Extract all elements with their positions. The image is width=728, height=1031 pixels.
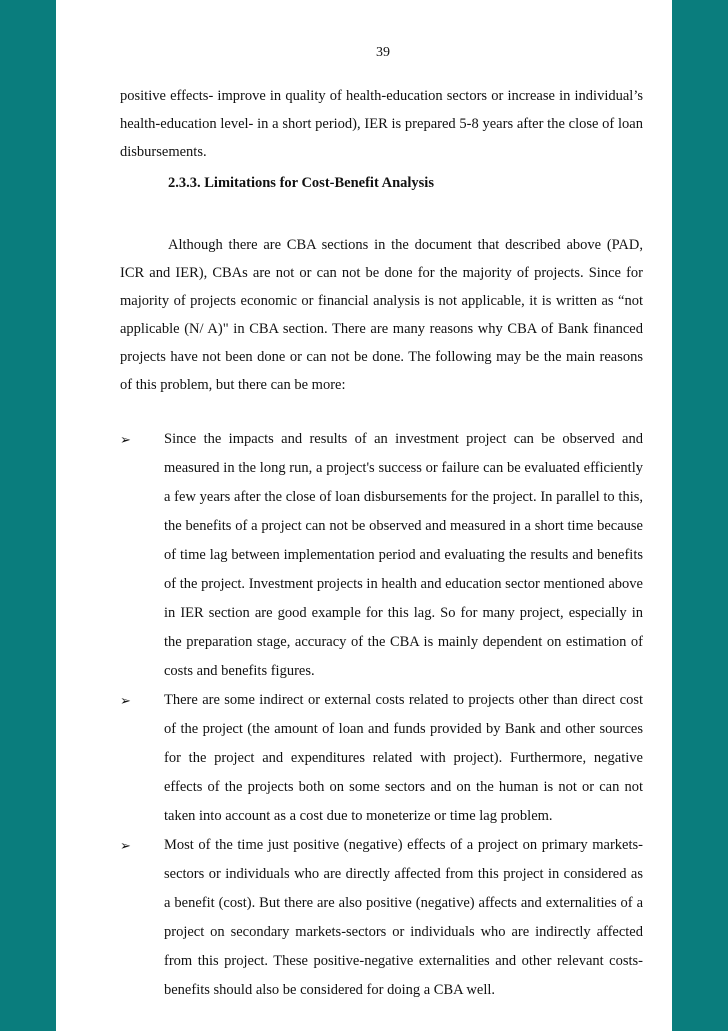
arrow-bullet-icon: ➢ bbox=[120, 693, 131, 708]
arrow-bullet-icon: ➢ bbox=[120, 432, 131, 447]
paragraph-continuation: positive effects- improve in quality of health-education sectors or increase in individual’s health-education level- in a short period), IER is prepared 5-8 years after the close of loan disbursements. bbox=[120, 88, 643, 160]
left-decorative-band bbox=[0, 0, 56, 1031]
bullet-item bbox=[120, 831, 643, 1005]
bullet-item bbox=[120, 425, 643, 686]
bullet-item bbox=[120, 686, 643, 831]
bullet-list bbox=[120, 425, 643, 1005]
bullet-text: Most of the time just positive (negative) effects of a project on primary markets-sectors or individuals who are directly affected from this project in considered as a benefit (cost). But there are also positive (negative) affects and externalities of a project on secondary markets-sectors or individuals who are indirectly affected from this project. These positive-negative externalities and other relevant costs-benefits should also be considered for doing a CBA well. bbox=[164, 837, 643, 998]
page-number: 39 bbox=[376, 45, 390, 60]
bullet-text: Since the impacts and results of an investment project can be observed and measured in the long run, a project's success or failure can be evaluated efficiently a few years after the close of loan disbursements for the project. In parallel to this, the benefits of a project can not be observed and measured in a short time because of time lag between implementation period and evaluating the results and benefits of the project. Investment projects in health and education sector mentioned above in IER section are good example for this lag. So for many project, especially in the preparation stage, accuracy of the CBA is mainly dependent on estimation of costs and benefits figures. bbox=[164, 431, 643, 679]
bullet-text: There are some indirect or external costs related to projects other than direct cost of the project (the amount of loan and funds provided by Bank and other sources for the project and expenditures related with project). Furthermore, negative effects of the projects both on some sectors and on the human is not or can not taken into account as a cost due to moneterize or time lag problem. bbox=[164, 692, 643, 824]
paragraph-intro: Although there are CBA sections in the document that described above (PAD, ICR and IER), CBAs are not or can not be done for the majority of projects. Since for majority of projects economic or financial analysis is not applicable, it is written as “not applicable (N/ A)" in CBA section. There are many reasons why CBA of Bank financed projects have not been done or can not be done. The following may be the main reasons of this problem, but there can be more: bbox=[120, 237, 643, 393]
arrow-bullet-icon: ➢ bbox=[120, 838, 131, 853]
section-heading: 2.3.3. Limitations for Cost-Benefit Analysis bbox=[168, 175, 434, 191]
right-decorative-band bbox=[672, 0, 728, 1031]
